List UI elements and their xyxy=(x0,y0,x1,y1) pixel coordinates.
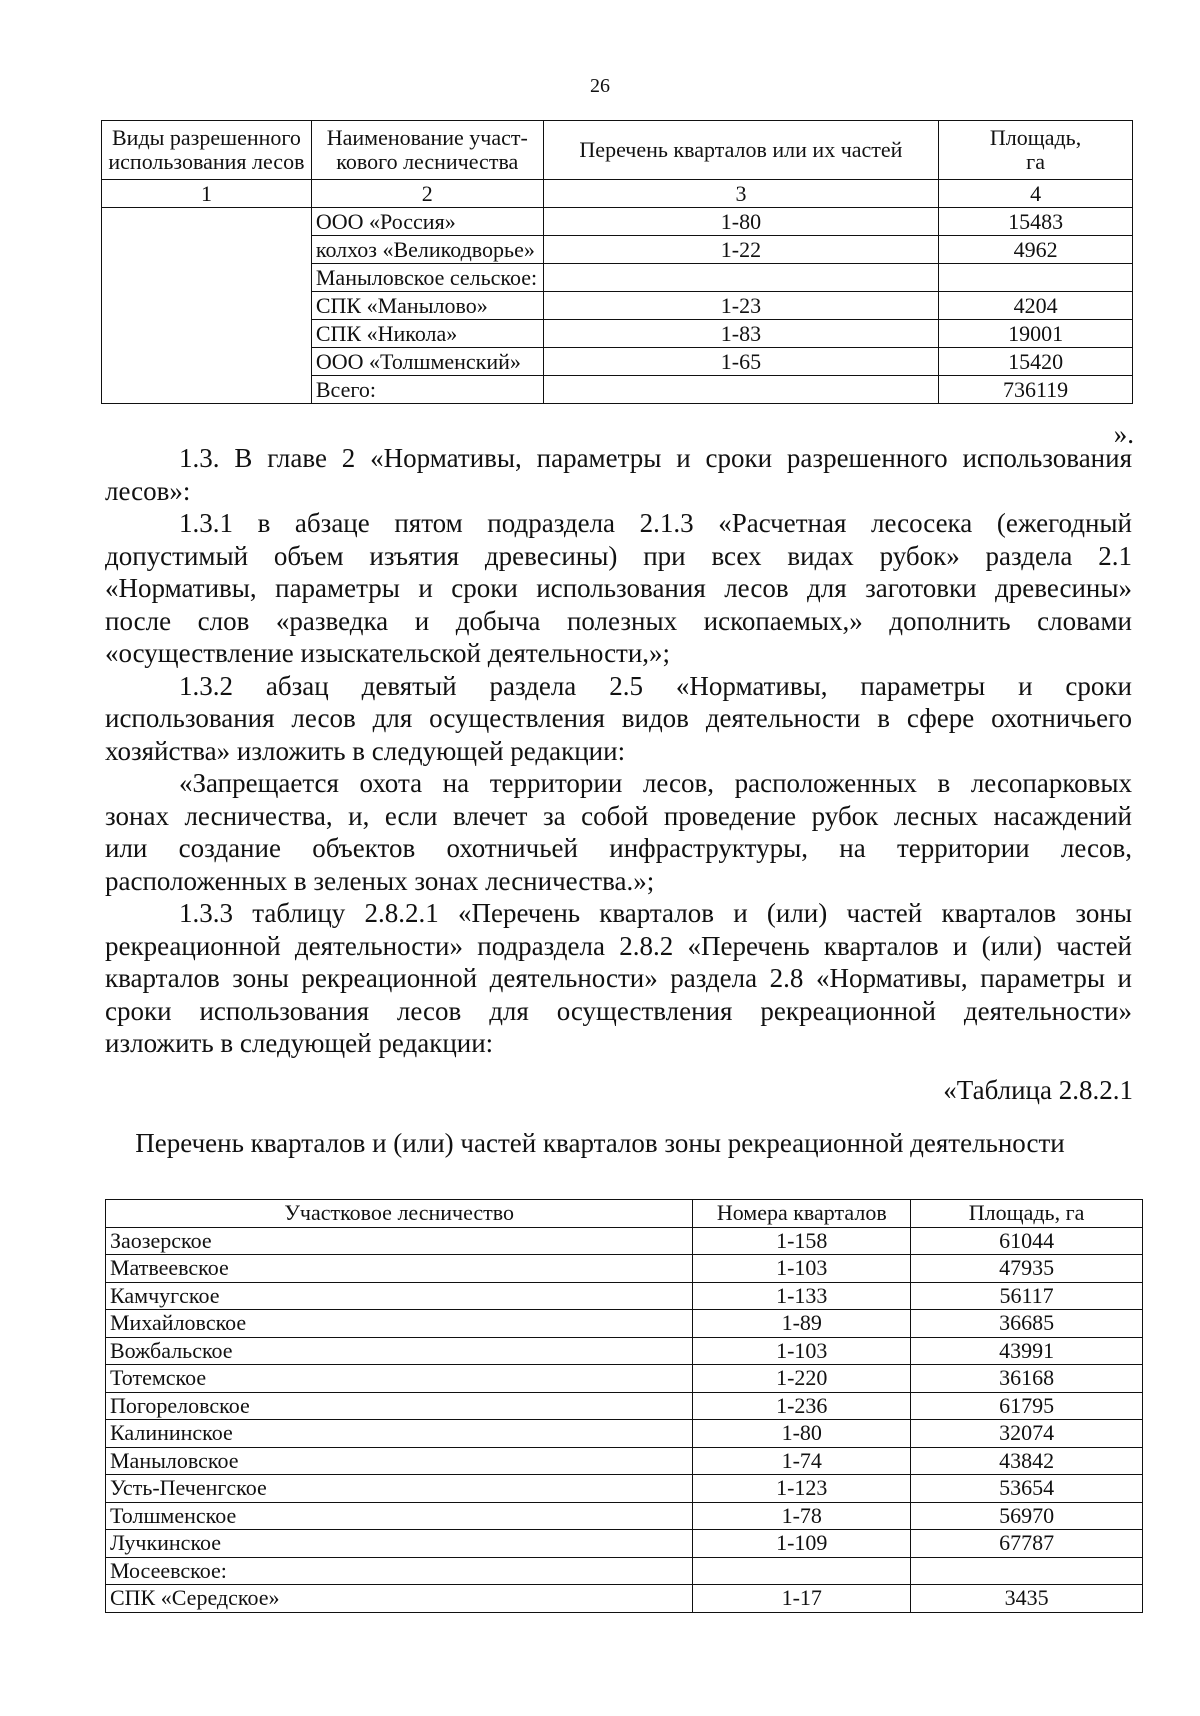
quarters-cell: 1-23 xyxy=(543,292,938,320)
area-cell: 3435 xyxy=(911,1585,1143,1613)
text-line: хозяйства» изложить в следующей редакции: xyxy=(105,736,626,766)
quarters-cell xyxy=(693,1557,911,1585)
text-line: «Запрещается охота на территории лесов, расположенных в лесопарковых xyxy=(179,768,1132,798)
header-usage-type xyxy=(102,121,312,180)
table-row xyxy=(106,1365,1143,1393)
text-line: сроки использования лесов для осуществления рекреационной деятельности» xyxy=(105,996,1132,1026)
forestry-name-cell: Маныловское сельское: xyxy=(311,264,543,292)
area-cell xyxy=(939,264,1133,292)
table-row xyxy=(106,1255,1143,1283)
area-cell: 736119 xyxy=(939,376,1133,404)
forestry-cell: Погореловское xyxy=(106,1392,693,1420)
quarters-cell xyxy=(543,376,938,404)
forestry-name-cell: СПК «Манылово» xyxy=(311,292,543,320)
text-line: «Нормативы, параметры и сроки использования лесов для заготовки древесины» xyxy=(105,573,1132,603)
column-number: 3 xyxy=(543,180,938,208)
header-area: Площадь, га xyxy=(911,1200,1143,1228)
header-text: использования лесов xyxy=(108,149,305,174)
area-cell: 19001 xyxy=(939,320,1133,348)
text-line: расположенных в зеленых зонах лесничества.»; xyxy=(105,866,655,896)
text-line: 1.3. В главе 2 «Нормативы, параметры и сроки разрешенного использования xyxy=(179,443,1132,473)
quarters-cell: 1-236 xyxy=(693,1392,911,1420)
forestry-cell: Маныловское xyxy=(106,1447,693,1475)
header-text: Площадь, xyxy=(989,125,1082,150)
forestry-cell: Вожбальское xyxy=(106,1337,693,1365)
closing-quote: ». xyxy=(1113,419,1134,449)
forestry-name-cell: колхоз «Великодворье» xyxy=(311,236,543,264)
forestry-name-cell: Всего: xyxy=(311,376,543,404)
area-cell: 15420 xyxy=(939,348,1133,376)
text-line: лесов»: xyxy=(105,476,191,506)
header-quarter-numbers: Номера кварталов xyxy=(693,1200,911,1228)
quarters-cell: 1-74 xyxy=(693,1447,911,1475)
area-cell: 53654 xyxy=(911,1475,1143,1503)
table-header-row xyxy=(102,121,1133,180)
area-cell: 15483 xyxy=(939,208,1133,236)
area-cell: 61795 xyxy=(911,1392,1143,1420)
area-cell: 56970 xyxy=(911,1502,1143,1530)
area-cell: 4204 xyxy=(939,292,1133,320)
header-quarters-list: Перечень кварталов или их частей xyxy=(543,121,938,180)
forestry-cell: Камчугское xyxy=(106,1282,693,1310)
table-row xyxy=(106,1420,1143,1448)
table-row xyxy=(106,1310,1143,1338)
forestry-cell: Лучкинское xyxy=(106,1530,693,1558)
quarters-cell: 1-22 xyxy=(543,236,938,264)
forestry-cell: СПК «Середское» xyxy=(106,1585,693,1613)
table-row xyxy=(106,1227,1143,1255)
recreation-zone-table xyxy=(105,1199,1143,1613)
quarters-cell: 1-109 xyxy=(693,1530,911,1558)
table-row xyxy=(106,1585,1143,1613)
text-line: использования лесов для осуществления видов деятельности в сфере охотничьего xyxy=(105,703,1132,733)
text-line: кварталов зоны рекреационной деятельности» раздела 2.8 «Нормативы, параметры и xyxy=(105,963,1132,993)
text-line: зонах лесничества, и, если влечет за собой проведение рубок лесных насаждений xyxy=(105,801,1132,831)
text-line: «осуществление изыскательской деятельности,»; xyxy=(105,638,671,668)
area-cell: 47935 xyxy=(911,1255,1143,1283)
forestry-cell: Калининское xyxy=(106,1420,693,1448)
table-row xyxy=(106,1557,1143,1585)
page-number: 26 xyxy=(590,75,610,97)
column-number: 4 xyxy=(939,180,1133,208)
header-forestry: Участковое лесничество xyxy=(106,1200,693,1228)
table-row xyxy=(106,1392,1143,1420)
text-line: изложить в следующей редакции: xyxy=(105,1028,494,1058)
column-number-row xyxy=(102,180,1133,208)
header-text: кового лесничества xyxy=(336,149,519,174)
forestry-cell: Усть-Печенгское xyxy=(106,1475,693,1503)
forestry-cell: Мосеевское: xyxy=(106,1557,693,1585)
area-cell: 4962 xyxy=(939,236,1133,264)
quarters-cell: 1-83 xyxy=(543,320,938,348)
forestry-cell: Тотемское xyxy=(106,1365,693,1393)
quarters-cell: 1-220 xyxy=(693,1365,911,1393)
table-row xyxy=(106,1475,1143,1503)
usage-type-cell xyxy=(102,208,312,404)
forestry-cell: Михайловское xyxy=(106,1310,693,1338)
table-row xyxy=(106,1337,1143,1365)
quarters-cell: 1-158 xyxy=(693,1227,911,1255)
forestry-cell: Заозерское xyxy=(106,1227,693,1255)
column-number: 1 xyxy=(102,180,312,208)
area-cell: 32074 xyxy=(911,1420,1143,1448)
area-cell: 43991 xyxy=(911,1337,1143,1365)
area-cell: 67787 xyxy=(911,1530,1143,1558)
text-line: допустимый объем изъятия древесины) при всех видах рубок» раздела 2.1 xyxy=(105,541,1132,571)
area-cell: 56117 xyxy=(911,1282,1143,1310)
area-cell: 36685 xyxy=(911,1310,1143,1338)
table-row xyxy=(102,208,1133,236)
quarters-cell: 1-17 xyxy=(693,1585,911,1613)
table-label: «Таблица 2.8.2.1 xyxy=(943,1075,1133,1105)
quarters-cell: 1-103 xyxy=(693,1255,911,1283)
quarters-cell: 1-133 xyxy=(693,1282,911,1310)
table-row xyxy=(106,1447,1143,1475)
header-forestry-name xyxy=(311,121,543,180)
forestry-name-cell: ООО «Россия» xyxy=(311,208,543,236)
quarters-cell: 1-78 xyxy=(693,1502,911,1530)
area-cell: 61044 xyxy=(911,1227,1143,1255)
forestry-cell: Матвеевское xyxy=(106,1255,693,1283)
table-header-row xyxy=(106,1200,1143,1228)
table-title: Перечень кварталов и (или) частей кварталов зоны рекреационной деятельности xyxy=(135,1128,1065,1158)
table-row xyxy=(106,1282,1143,1310)
area-cell: 43842 xyxy=(911,1447,1143,1475)
text-line: 1.3.2 абзац девятый раздела 2.5 «Нормативы, параметры и сроки xyxy=(179,671,1132,701)
text-line: 1.3.1 в абзаце пятом подраздела 2.1.3 «Расчетная лесосека (ежегодный xyxy=(179,508,1132,538)
header-text: га xyxy=(1026,149,1045,174)
header-area xyxy=(939,121,1133,180)
quarters-cell: 1-123 xyxy=(693,1475,911,1503)
forestry-cell: Толшменское xyxy=(106,1502,693,1530)
table-row xyxy=(106,1502,1143,1530)
area-cell xyxy=(911,1557,1143,1585)
text-line: или создание объектов охотничьей инфраструктуры, на территории лесов, xyxy=(105,833,1132,863)
quarters-cell: 1-65 xyxy=(543,348,938,376)
table-row xyxy=(106,1530,1143,1558)
forestry-name-cell: СПК «Никола» xyxy=(311,320,543,348)
quarters-cell xyxy=(543,264,938,292)
area-cell: 36168 xyxy=(911,1365,1143,1393)
forestry-name-cell: ООО «Толшменский» xyxy=(311,348,543,376)
column-number: 2 xyxy=(311,180,543,208)
quarters-cell: 1-89 xyxy=(693,1310,911,1338)
quarters-cell: 1-80 xyxy=(693,1420,911,1448)
text-line: рекреационной деятельности» подраздела 2.8.2 «Перечень кварталов и (или) частей xyxy=(105,931,1132,961)
header-text: Наименование участ- xyxy=(326,125,528,150)
forest-usage-table xyxy=(101,120,1133,404)
text-line: после слов «разведка и добыча полезных ископаемых,» дополнить словами xyxy=(105,606,1132,636)
quarters-cell: 1-80 xyxy=(543,208,938,236)
text-line: 1.3.3 таблицу 2.8.2.1 «Перечень кварталов и (или) частей кварталов зоны xyxy=(179,898,1132,928)
header-text: Виды разрешенного xyxy=(112,125,301,150)
quarters-cell: 1-103 xyxy=(693,1337,911,1365)
